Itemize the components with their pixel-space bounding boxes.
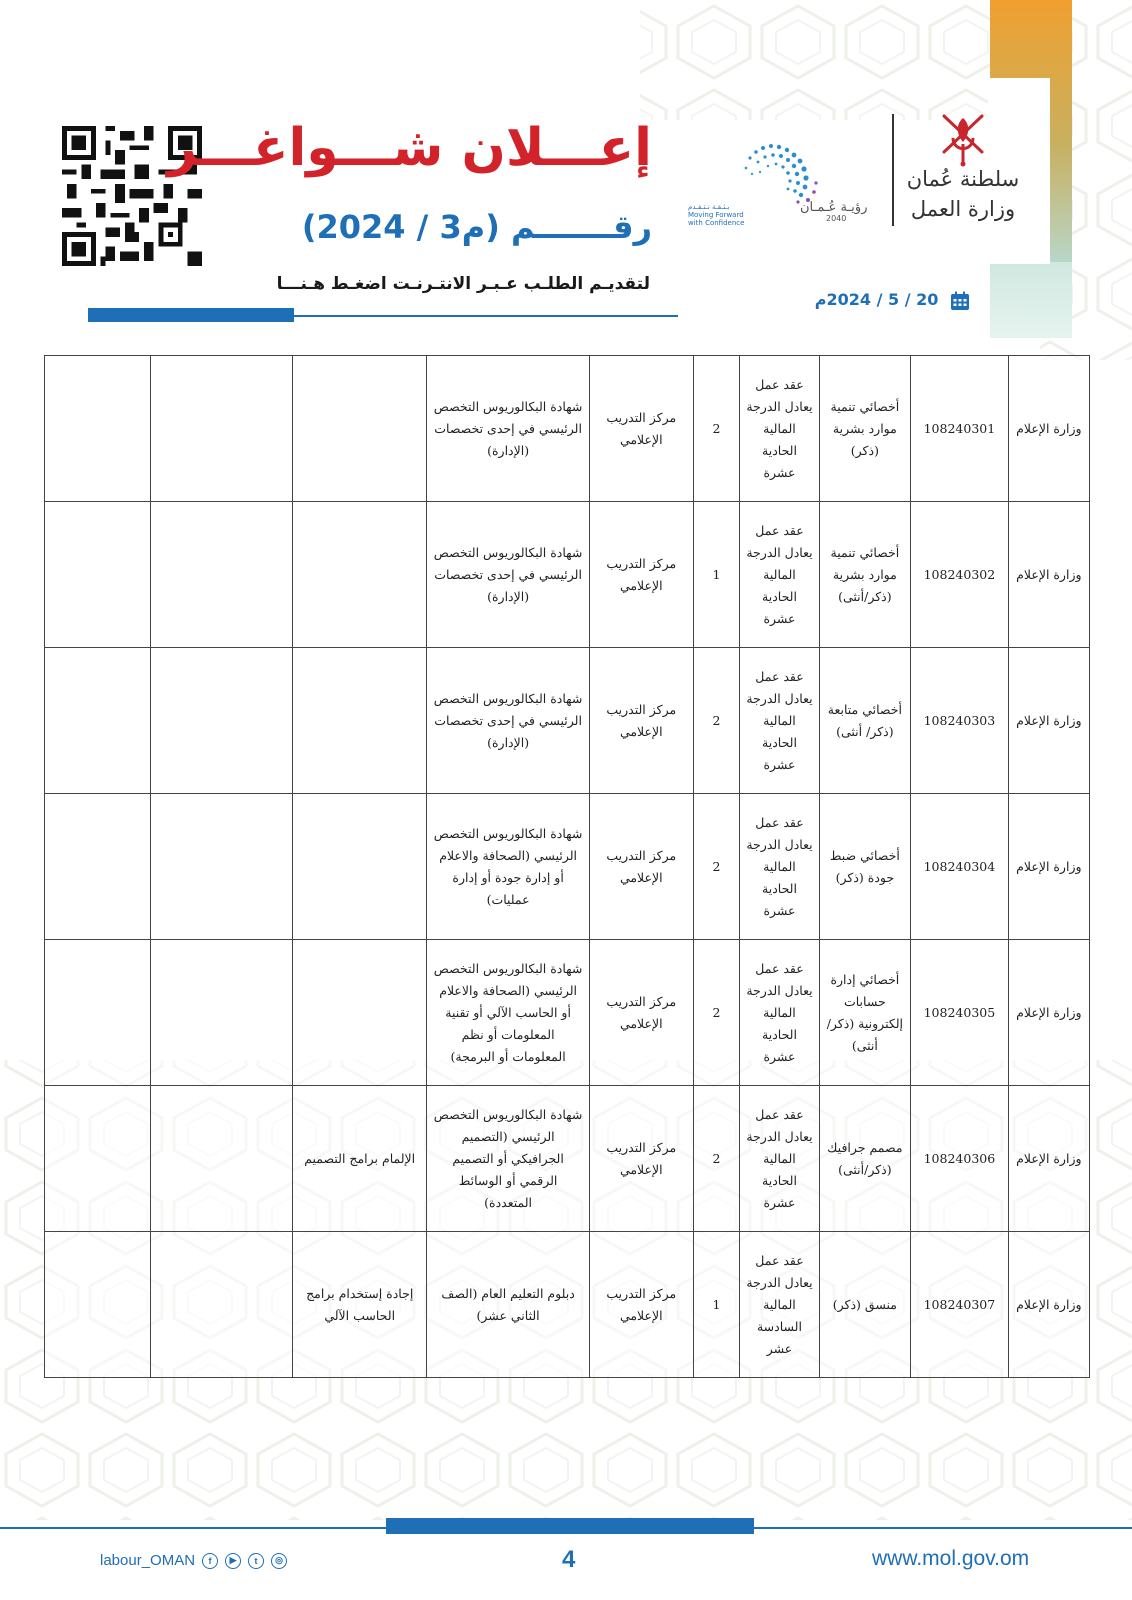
requirement-cell: إجادة إستخدام برامج الحاسب الآلي	[293, 1232, 427, 1378]
calendar-icon	[950, 291, 970, 311]
grade-cell: عقد عمل يعادل الدرجة المالية الحادية عشرة	[740, 356, 819, 502]
empty-cell	[45, 648, 151, 794]
job-code-cell: 108240305	[911, 940, 1009, 1086]
empty-cell	[45, 356, 151, 502]
job-code-cell: 108240302	[911, 502, 1009, 648]
requirement-cell	[293, 502, 427, 648]
youtube-icon[interactable]: ▶	[225, 1553, 241, 1569]
ministry-cell: وزارة الإعلام	[1008, 940, 1089, 1086]
ministry-country: سلطنة عُمان	[906, 167, 1020, 191]
vision-name: رؤيـة عُـمـان	[800, 200, 868, 215]
qualification-cell: دبلوم التعليم العام (الصف الثاني عشر)	[427, 1232, 590, 1378]
ministry-cell: وزارة الإعلام	[1008, 356, 1089, 502]
ministry-cell: وزارة الإعلام	[1008, 502, 1089, 648]
grade-cell: عقد عمل يعادل الدرجة المالية الحادية عشرة	[740, 1086, 819, 1232]
count-cell: 2	[693, 940, 740, 1086]
job-code-cell: 108240303	[911, 648, 1009, 794]
requirement-cell	[293, 648, 427, 794]
requirement-cell	[293, 794, 427, 940]
oman-emblem	[936, 108, 990, 168]
work-location-cell: مركز التدريب الإعلامي	[589, 356, 693, 502]
job-code-cell: 108240306	[911, 1086, 1009, 1232]
vision-slogan	[688, 203, 744, 227]
qualification-cell: شهادة البكالوريوس التخصص الرئيسي في إحدى تخصصات (الإدارة)	[427, 648, 590, 794]
ministry-cell: وزارة الإعلام	[1008, 1086, 1089, 1232]
ministry-cell: وزارة الإعلام	[1008, 648, 1089, 794]
vision-year: 2040	[826, 214, 847, 223]
job-title-cell: أخصائي تنمية موارد بشرية (ذكر)	[819, 356, 910, 502]
grade-cell: عقد عمل يعادل الدرجة المالية الحادية عشرة	[740, 940, 819, 1086]
empty-cell	[45, 502, 151, 648]
ministry-title: وزارة العمل	[910, 197, 1016, 221]
empty-cell	[150, 502, 292, 648]
work-location-cell: مركز التدريب الإعلامي	[589, 940, 693, 1086]
job-code-cell: 108240301	[911, 356, 1009, 502]
twitter-icon[interactable]: t	[248, 1553, 264, 1569]
social-handle[interactable]: labour_OMAN	[100, 1552, 196, 1569]
count-cell: 2	[693, 1086, 740, 1232]
ministry-cell: وزارة الإعلام	[1008, 1232, 1089, 1378]
empty-cell	[150, 794, 292, 940]
requirement-cell: الإلمام برامج التصميم	[293, 1086, 427, 1232]
ministry-cell: وزارة الإعلام	[1008, 794, 1089, 940]
job-code-cell: 108240307	[911, 1232, 1009, 1378]
empty-cell	[150, 940, 292, 1086]
count-cell: 2	[693, 794, 740, 940]
instagram-icon[interactable]: ◎	[271, 1553, 287, 1569]
announcement-title: إعـــلان شـــواغـــر	[167, 118, 652, 178]
requirement-cell	[293, 356, 427, 502]
job-title-cell: أخصائي تنمية موارد بشرية (ذكر/أنثى)	[819, 502, 910, 648]
grade-cell: عقد عمل يعادل الدرجة المالية الحادية عشرة	[740, 794, 819, 940]
work-location-cell: مركز التدريب الإعلامي	[589, 1086, 693, 1232]
vision-slogan-en-1: Moving Forward	[688, 211, 744, 219]
grade-cell: عقد عمل يعادل الدرجة المالية السادسة عشر	[740, 1232, 819, 1378]
count-cell: 1	[693, 1232, 740, 1378]
footer-accent-bar	[386, 1518, 754, 1534]
vision-slogan-ar: بـثـقـة نـتـقـدم	[688, 203, 730, 211]
social-links	[100, 1552, 287, 1569]
vision-slogan-en-2: with Confidence	[688, 219, 745, 227]
table-row	[45, 794, 1090, 940]
job-title-cell: أخصائي ضبط جودة (ذكر)	[819, 794, 910, 940]
table-row	[45, 356, 1090, 502]
job-code-cell: 108240304	[911, 794, 1009, 940]
empty-cell	[45, 1086, 151, 1232]
title-underline-accent	[88, 308, 294, 322]
work-location-cell: مركز التدريب الإعلامي	[589, 502, 693, 648]
empty-cell	[45, 794, 151, 940]
grade-cell: عقد عمل يعادل الدرجة المالية الحادية عشرة	[740, 502, 819, 648]
logo-divider	[892, 114, 894, 226]
count-cell: 2	[693, 648, 740, 794]
count-cell: 1	[693, 502, 740, 648]
requirement-cell	[293, 940, 427, 1086]
job-title-cell: مصمم جرافيك (ذكر/أنثى)	[819, 1086, 910, 1232]
table-row	[45, 1232, 1090, 1378]
job-title-cell: أخصائي إدارة حسابات إلكترونية (ذكر/أنثى)	[819, 940, 910, 1086]
qualification-cell: شهادة البكالوريوس التخصص الرئيسي (الصحافة والاعلام أو إدارة جودة أو إدارة عمليات)	[427, 794, 590, 940]
empty-cell	[150, 1086, 292, 1232]
empty-cell	[45, 940, 151, 1086]
job-title-cell: أخصائي متابعة (ذكر/ أنثى)	[819, 648, 910, 794]
work-location-cell: مركز التدريب الإعلامي	[589, 648, 693, 794]
empty-cell	[150, 648, 292, 794]
table-row	[45, 502, 1090, 648]
facebook-icon[interactable]: f	[202, 1553, 218, 1569]
page-number: 4	[562, 1546, 576, 1573]
qualification-cell: شهادة البكالوريوس التخصص الرئيسي في إحدى تخصصات (الإدارة)	[427, 356, 590, 502]
job-title-cell: منسق (ذكر)	[819, 1232, 910, 1378]
empty-cell	[150, 356, 292, 502]
table-row	[45, 1086, 1090, 1232]
ministry-name	[904, 164, 1022, 224]
date-text: 20 / 5 / 2024م	[814, 290, 939, 309]
work-location-cell: مركز التدريب الإعلامي	[589, 794, 693, 940]
announcement-number: رقـــــــم (م3 / 2024)	[301, 208, 652, 246]
empty-cell	[45, 1232, 151, 1378]
qualification-cell: شهادة البكالوريوس التخصص الرئيسي (الصحافة والاعلام أو الحاسب الآلي أو تقنية المعلومات أو نظم المعلومات أو البرمجة)	[427, 940, 590, 1086]
table-row	[45, 940, 1090, 1086]
empty-cell	[150, 1232, 292, 1378]
table-row	[45, 648, 1090, 794]
grade-cell: عقد عمل يعادل الدرجة المالية الحادية عشرة	[740, 648, 819, 794]
qualification-cell: شهادة البكالوريوس التخصص الرئيسي في إحدى تخصصات (الإدارة)	[427, 502, 590, 648]
count-cell: 2	[693, 356, 740, 502]
apply-online-link[interactable]: لتقديـم الطلـب عـبـر الانتـرنـت اضغـط هـنـــا	[276, 274, 650, 294]
qualification-cell: شهادة البكالوريوس التخصص الرئيسي (التصميم الجرافيكي أو التصميم الرقمي أو الوسائط المتعددة)	[427, 1086, 590, 1232]
work-location-cell: مركز التدريب الإعلامي	[589, 1232, 693, 1378]
website-link[interactable]: www.mol.gov.om	[872, 1547, 1030, 1570]
announcement-date	[815, 290, 970, 311]
vacancies-table	[44, 355, 1090, 1378]
